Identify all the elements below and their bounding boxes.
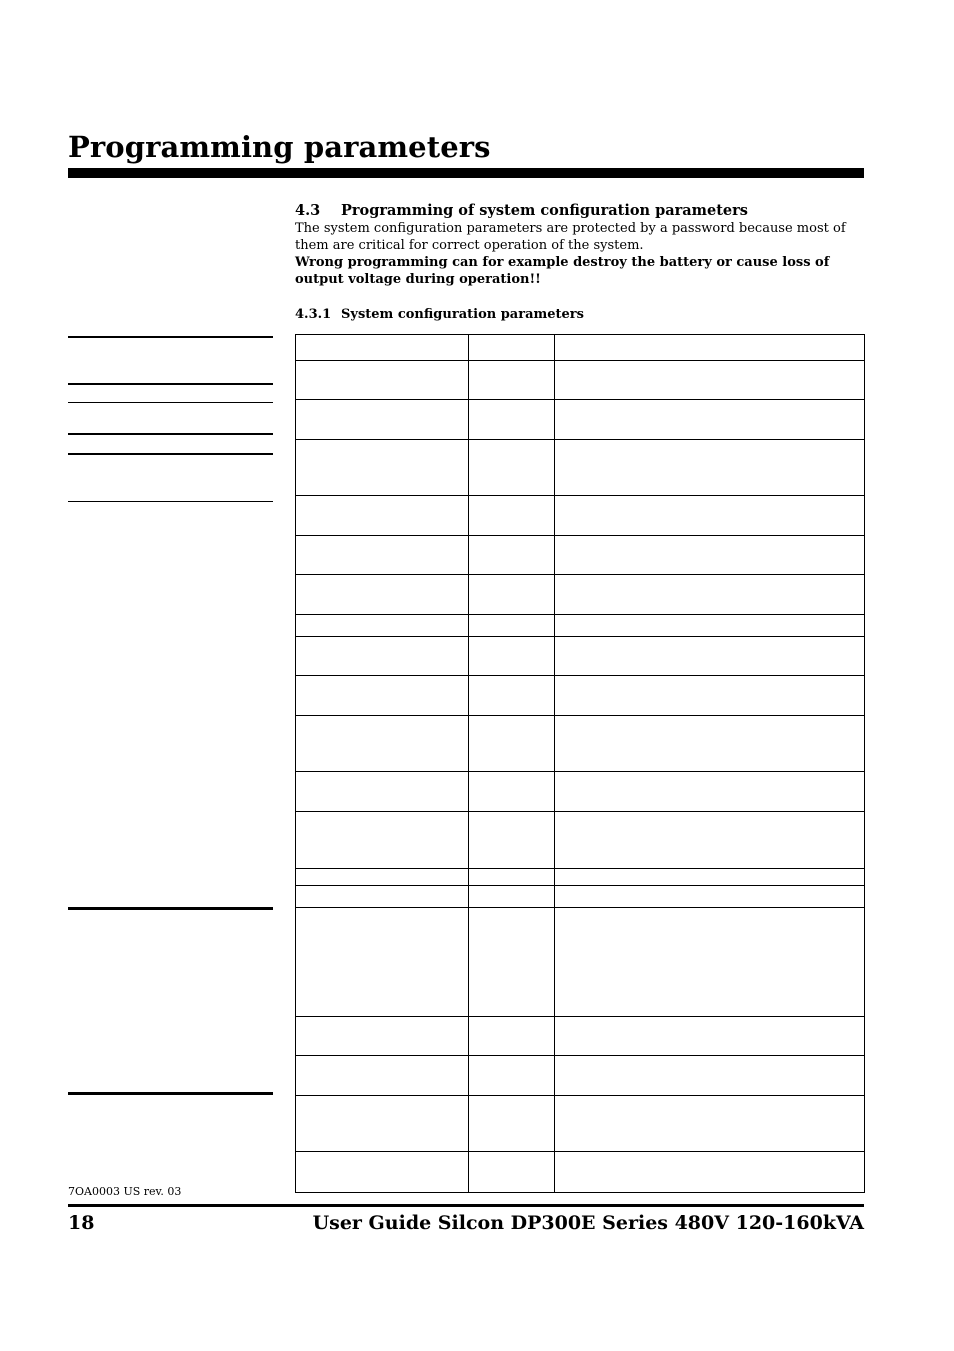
margin-rule [68, 1092, 273, 1095]
table-cell [469, 716, 555, 772]
parameters-table [295, 334, 865, 1193]
table-cell [469, 1096, 555, 1152]
table-cell [555, 400, 865, 440]
footer-rule [68, 1204, 864, 1207]
table-cell [296, 716, 469, 772]
margin-rule [68, 402, 273, 403]
table-row [296, 1152, 865, 1193]
table-cell [555, 335, 865, 361]
table-cell [469, 335, 555, 361]
table-cell [555, 496, 865, 536]
table-cell [296, 1152, 469, 1193]
table-cell [555, 716, 865, 772]
table-row [296, 496, 865, 536]
page-number: 18 [68, 1212, 95, 1234]
table-cell [469, 812, 555, 869]
table-cell [555, 676, 865, 716]
margin-rule [68, 383, 273, 385]
table-cell [555, 869, 865, 886]
table-cell [296, 335, 469, 361]
subsection-number: 4.3.1 [295, 307, 332, 322]
margin-rule [68, 433, 273, 435]
table-cell [469, 400, 555, 440]
table-cell [469, 676, 555, 716]
table-row [296, 536, 865, 575]
table-row [296, 637, 865, 676]
table-cell [469, 886, 555, 908]
page-title: Programming parameters [68, 130, 491, 164]
table-cell [296, 676, 469, 716]
section-intro [295, 220, 865, 288]
document-id: 7OA0003 US rev. 03 [68, 1185, 182, 1198]
margin-rule [68, 501, 273, 502]
table-cell [296, 1056, 469, 1096]
table-cell [469, 1017, 555, 1056]
table-cell [555, 637, 865, 676]
table-row [296, 615, 865, 637]
table-cell [469, 440, 555, 496]
table-cell [555, 361, 865, 400]
table-cell [469, 615, 555, 637]
table-cell [555, 1017, 865, 1056]
table-row [296, 1096, 865, 1152]
warning-text: Wrong programming can for example destroy the battery or cause loss of output voltage during operation!! [295, 255, 830, 287]
section-title: Programming of system configuration parameters [341, 202, 748, 219]
table-cell [555, 440, 865, 496]
section-number: 4.3 [295, 202, 321, 219]
table-cell [469, 496, 555, 536]
table-cell [469, 575, 555, 615]
table-row [296, 869, 865, 886]
table-cell [469, 536, 555, 575]
title-rule [68, 168, 864, 178]
margin-rule [68, 453, 273, 455]
section-heading [295, 202, 748, 219]
table-cell [296, 575, 469, 615]
table-cell [555, 812, 865, 869]
table-cell [296, 496, 469, 536]
table-cell [469, 772, 555, 812]
table-row [296, 1017, 865, 1056]
table-cell [469, 361, 555, 400]
table-row [296, 400, 865, 440]
table-row [296, 575, 865, 615]
table-cell [469, 869, 555, 886]
table-cell [296, 1017, 469, 1056]
table-cell [469, 637, 555, 676]
table-cell [296, 1096, 469, 1152]
table-cell [296, 440, 469, 496]
table-cell [555, 1152, 865, 1193]
table-row [296, 335, 865, 361]
table-cell [296, 812, 469, 869]
margin-rule [68, 336, 273, 338]
table-cell [555, 1096, 865, 1152]
table-cell [296, 536, 469, 575]
table-cell [296, 400, 469, 440]
table-cell [555, 536, 865, 575]
table-cell [296, 869, 469, 886]
intro-text: The system configuration parameters are protected by a password because most of them are critical for correct operation of the system. [295, 221, 846, 253]
table-cell [469, 1056, 555, 1096]
table-row [296, 676, 865, 716]
table-cell [296, 772, 469, 812]
table-cell [296, 886, 469, 908]
table-cell [296, 361, 469, 400]
table-cell [555, 772, 865, 812]
table-cell [555, 615, 865, 637]
table-cell [469, 908, 555, 1017]
table-row [296, 440, 865, 496]
table-cell [296, 615, 469, 637]
table-row [296, 886, 865, 908]
parameters-table-body [296, 335, 865, 1193]
margin-rule [68, 907, 273, 910]
table-row [296, 908, 865, 1017]
subsection-heading [295, 307, 584, 322]
table-cell [296, 908, 469, 1017]
guide-title: User Guide Silcon DP300E Series 480V 120-160kVA [312, 1212, 864, 1234]
table-row [296, 772, 865, 812]
table-row [296, 812, 865, 869]
table-row [296, 1056, 865, 1096]
table-cell [296, 637, 469, 676]
table-cell [555, 908, 865, 1017]
table-row [296, 716, 865, 772]
subsection-title: System configuration parameters [341, 307, 584, 322]
table-cell [555, 886, 865, 908]
table-row [296, 361, 865, 400]
table-cell [555, 1056, 865, 1096]
table-cell [469, 1152, 555, 1193]
table-cell [555, 575, 865, 615]
